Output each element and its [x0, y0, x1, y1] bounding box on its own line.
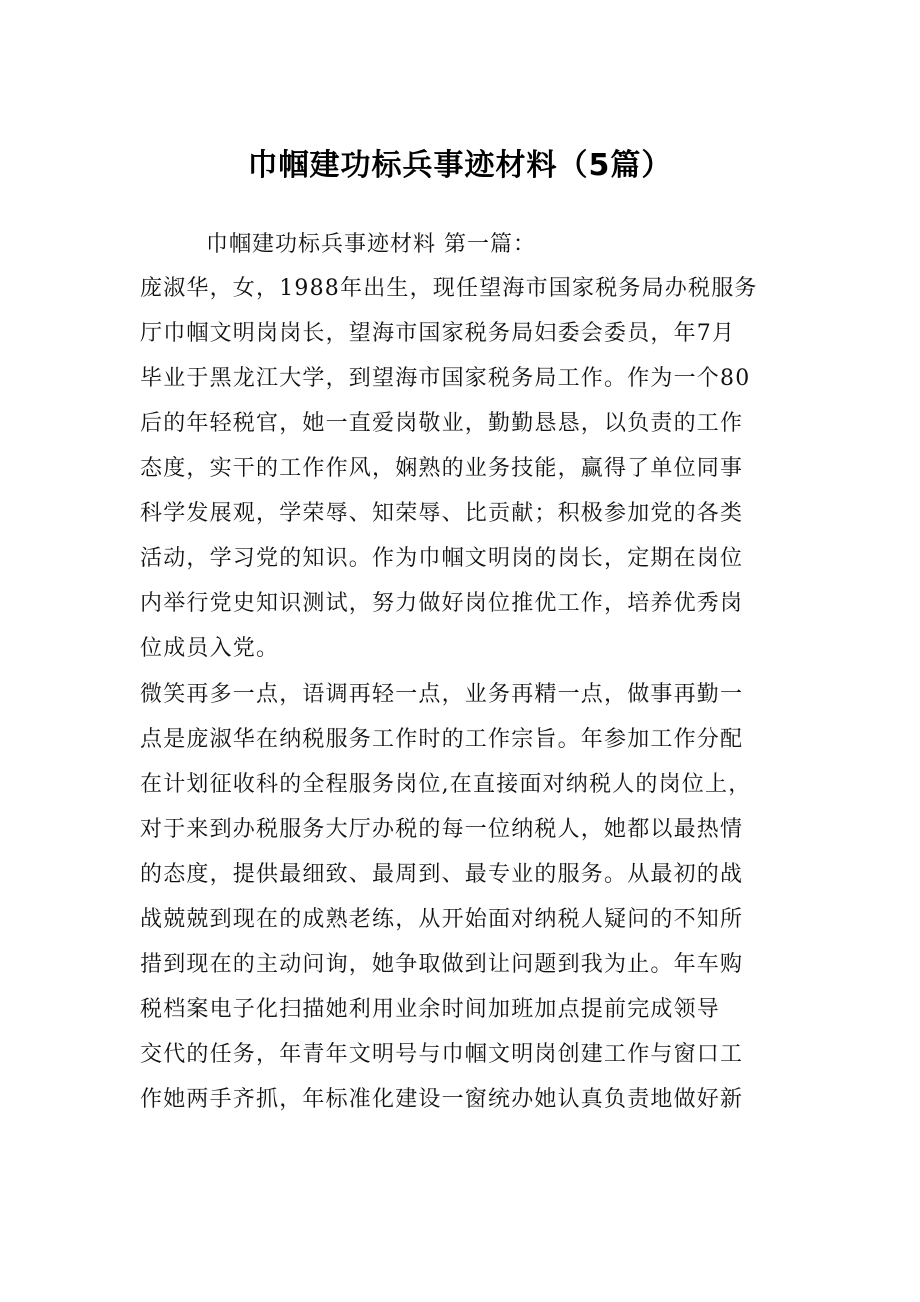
paragraph-line: 后的年轻税官，她一直爱岗敬业，勤勤恳恳，以负责的工作: [140, 411, 744, 436]
section-heading: 巾帼建功标兵事迹材料 第一篇：: [206, 232, 536, 257]
paragraph-line: 对于来到办税服务大厅办税的每一位纳税人，她都以最热情: [140, 817, 744, 842]
paragraph-line: 措到现在的主动问询，她争取做到让问题到我为止。年车购: [140, 952, 744, 977]
paragraph-line: 微笑再多一点，语调再轻一点，业务再精一点，做事再勤一: [140, 682, 744, 707]
paragraph-line: 交代的任务，年青年文明号与巾帼文明岗创建工作与窗口工: [140, 1042, 744, 1067]
paragraph-line: 作她两手齐抓，年标准化建设一窗统办她认真负责地做好新: [140, 1087, 744, 1112]
paragraph-line: 税档案电子化扫描她利用业余时间加班加点提前完成领导: [140, 997, 721, 1022]
paragraph-line: 战兢兢到现在的成熟老练，从开始面对纳税人疑问的不知所: [140, 907, 744, 932]
paragraph-line: 位成员入党。: [140, 636, 280, 661]
paragraph-line: 点是庞淑华在纳税服务工作时的工作宗旨。年参加工作分配: [140, 727, 744, 752]
paragraph-line: 在计划征收科的全程服务岗位,在直接面对纳税人的岗位上，: [140, 772, 752, 797]
paragraph-line: 活动，学习党的知识。作为巾帼文明岗的岗长，定期在岗位: [140, 546, 744, 571]
paragraph-line: 态度，实干的工作作风，娴熟的业务技能，赢得了单位同事: [140, 456, 744, 481]
paragraph-line: 毕业于黑龙江大学，到望海市国家税务局工作。作为一个80: [140, 366, 751, 391]
document-title: 巾帼建功标兵事迹材料（5篇）: [247, 148, 673, 183]
paragraph-line: 的态度，提供最细致、最周到、最专业的服务。从最初的战: [140, 862, 744, 887]
paragraph-line: 庞淑华，女，1988年出生，现任望海市国家税务局办税服务: [140, 276, 758, 301]
paragraph-line: 内举行党史知识测试，努力做好岗位推优工作，培养优秀岗: [140, 591, 744, 616]
paragraph-line: 科学发展观，学荣辱、知荣辱、比贡献；积极参加党的各类: [140, 501, 744, 526]
paragraph-line: 厅巾帼文明岗岗长，望海市国家税务局妇委会委员，年7月: [140, 321, 736, 346]
